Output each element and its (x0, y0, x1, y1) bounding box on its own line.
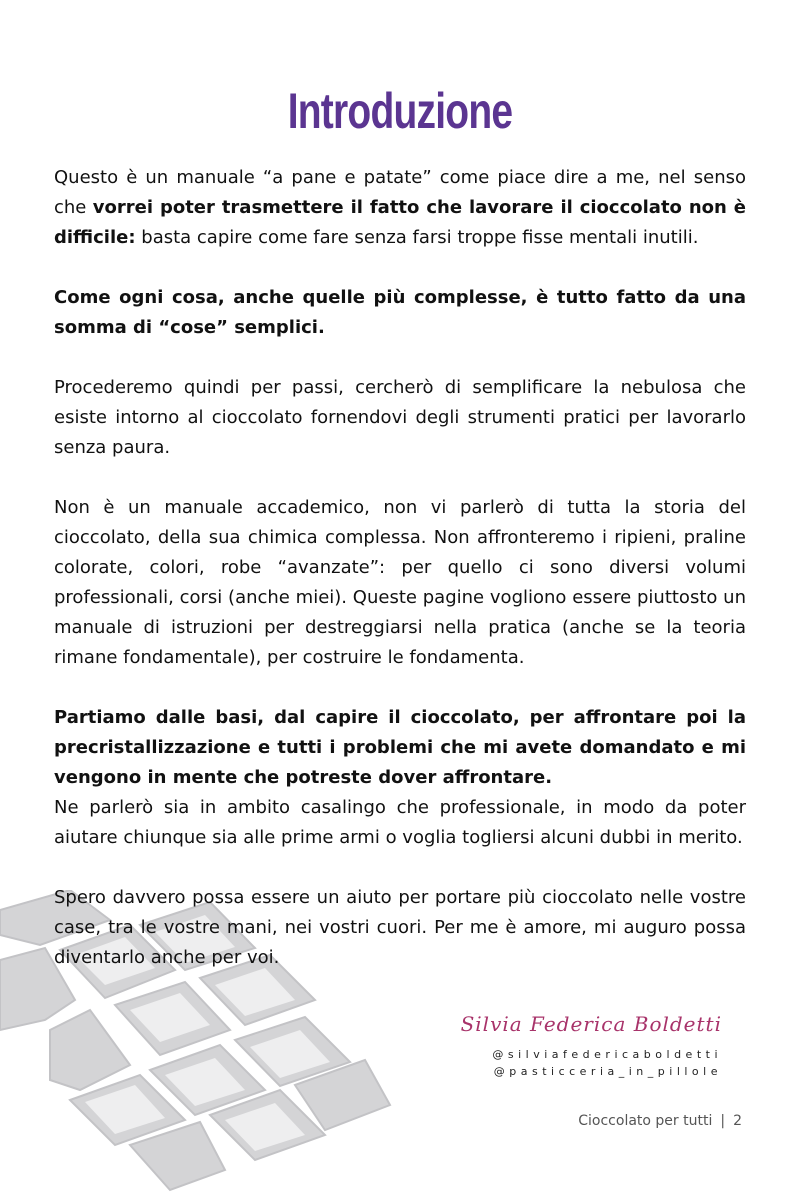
footer-book-title: Cioccolato per tutti (578, 1113, 713, 1129)
footer-separator: | (720, 1113, 726, 1129)
author-signature: Silvia Federica Boldetti (460, 1012, 722, 1036)
paragraph-4: Non è un manuale accademico, non vi parlerò di tutta la storia del cioccolato, della sua chimica complessa. Non affronteremo i ripieni, praline colorate, colori, robe “avanzate”: per quello ci sono diversi volumi professionali, corsi (anche miei). Queste pagine vogliono essere piuttosto un manuale di istruzioni per destreggiarsi nella pratica (anche se la teoria rimane fondamentale), per costruire le fondamenta. (54, 497, 746, 668)
paragraph-3: Procederemo quindi per passi, cercherò di semplificare la nebulosa che esiste intorno al cioccolato fornendovi degli strumenti pratici per lavorarlo senza paura. (54, 377, 746, 458)
social-handles (492, 1046, 722, 1080)
social-handle-2: @pasticceria_in_pillole (493, 1065, 722, 1078)
body-text (54, 163, 746, 1003)
page-title: Introduzione (287, 83, 513, 139)
paragraph-1-text-c: basta capire come fare senza farsi troppe fisse mentali inutili. (135, 227, 699, 248)
paragraph-2 (54, 283, 746, 343)
page-footer (578, 1113, 742, 1129)
paragraph-7: Spero davvero possa essere un aiuto per portare più cioccolato nelle vostre case, tra le vostre mani, nei vostri cuori. Per me è amore, mi auguro possa diventarlo anche per voi. (54, 887, 746, 968)
paragraph-5 (54, 703, 746, 793)
paragraph-1-bold: vorrei poter trasmettere il fatto che lavorare il cioccolato non è difficile: (54, 197, 746, 248)
footer-page-number: 2 (733, 1113, 742, 1129)
paragraph-6: Ne parlerò sia in ambito casalingo che professionale, in modo da poter aiutare chiunque sia alle prime armi o voglia togliersi alcuni dubbi in merito. (54, 797, 746, 848)
paragraph-2-bold: Come ogni cosa, anche quelle più complesse, è tutto fatto da una somma di “cose” semplici. (54, 287, 746, 338)
paragraph-1-text-a: Questo è un manuale “a pane e patate” come piace dire a me, nel senso che (54, 167, 746, 218)
social-handle-1: @silviafedericaboldetti (492, 1048, 722, 1061)
paragraph-5-bold: Partiamo dalle basi, dal capire il cioccolato, per affrontare poi la precristallizzazione e tutti i problemi che mi avete domandato e mi vengono in mente che potreste dover affrontare. (54, 707, 746, 788)
paragraph-1 (54, 163, 746, 253)
